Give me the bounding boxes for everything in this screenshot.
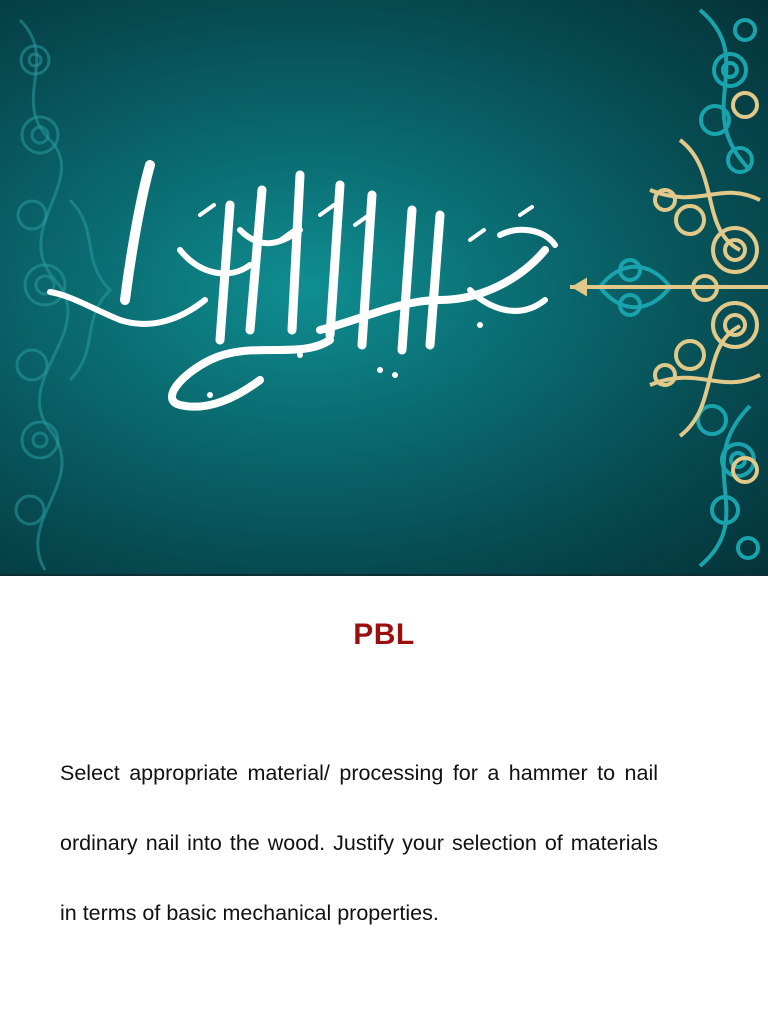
banner-divider (0, 574, 768, 576)
calligraphy-icon (50, 165, 555, 407)
body-paragraph: Select appropriate material/ processing for a hammer to nail ordinary nail into the wood. Justify your selection of materials in terms of basic mechanical properties. (60, 761, 658, 925)
page-title: PBL (353, 618, 415, 651)
right-ornament-gold-icon (570, 93, 768, 482)
